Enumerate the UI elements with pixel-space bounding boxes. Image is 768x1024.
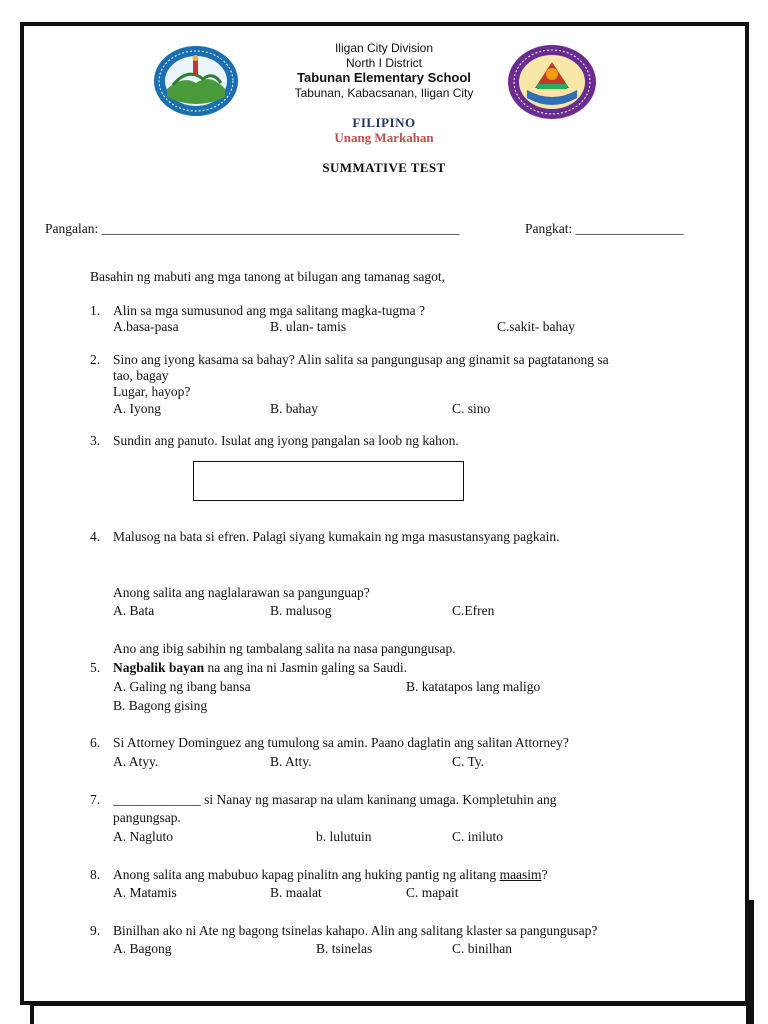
choice[interactable]: B. ulan- tamis xyxy=(270,319,347,334)
test-title: SUMMATIVE TEST xyxy=(322,160,446,175)
choice[interactable]: b. lulutuin xyxy=(316,829,372,844)
choice[interactable]: B. tsinelas xyxy=(316,941,373,956)
choice[interactable]: B. katatapos lang maligo xyxy=(406,679,541,694)
page-edge-left xyxy=(30,1002,34,1024)
choice[interactable]: C. sino xyxy=(452,401,491,416)
division-seal-icon xyxy=(507,44,597,120)
question-number: 1. xyxy=(90,303,101,318)
question-text: Binilhan ako ni Ate ng bagong tsinelas kahapo. Alin ang salitang klaster sa pangungusap? xyxy=(113,923,598,938)
question-text: Anong salita ang naglalarawan sa pangunguap? xyxy=(113,585,370,600)
page-edge-bottom xyxy=(30,1002,754,1006)
question-text xyxy=(113,660,407,676)
instructions: Basahin ng mabuti ang mga tanong at bilugan ang tamanag sagot, xyxy=(90,269,446,284)
choice[interactable]: A. Bagong xyxy=(113,941,172,956)
question-text: Lugar, hayop? xyxy=(113,384,191,399)
choice[interactable]: C. mapait xyxy=(406,885,459,900)
question-text: Alin sa mga sumusunod ang mga salitang magka-tugma ? xyxy=(113,303,425,318)
question-text: Sino ang iyong kasama sa bahay? Alin salita sa pangungusap ang ginamit sa pagtatanong sa xyxy=(113,352,609,367)
choice[interactable]: C.Efren xyxy=(452,603,495,618)
question-number: 3. xyxy=(90,433,101,448)
subject-title: FILIPINO xyxy=(352,115,416,130)
choice[interactable]: A. Nagluto xyxy=(113,829,173,844)
question-number: 2. xyxy=(90,352,101,367)
question-number: 7. xyxy=(90,792,101,807)
question-number: 6. xyxy=(90,735,101,750)
question-text-rest: na ang ina ni Jasmin galing sa Saudi. xyxy=(204,660,408,675)
choice[interactable]: B. malusog xyxy=(270,603,332,618)
division-name: Iligan City Division xyxy=(334,41,434,55)
choice[interactable]: B. Atty. xyxy=(270,754,312,769)
question-number: 8. xyxy=(90,867,101,882)
question-text: Si Attorney Dominguez ang tumulong sa amin. Paano daglatin ang salitan Attorney? xyxy=(113,735,569,750)
school-seal-icon xyxy=(153,45,239,117)
name-answer-box[interactable] xyxy=(193,461,464,501)
school-address: Tabunan, Kabacsanan, Iligan City xyxy=(294,86,474,100)
choice[interactable]: B. maalat xyxy=(270,885,322,900)
district-name: North I District xyxy=(345,56,423,70)
choice[interactable]: C.sakit- bahay xyxy=(497,319,575,334)
choice[interactable]: B. bahay xyxy=(270,401,318,416)
choice[interactable]: A. Atyy. xyxy=(113,754,159,769)
choice[interactable]: A. Matamis xyxy=(113,885,177,900)
section-field[interactable]: Pangkat: ________________ xyxy=(525,221,684,236)
bold-term: Nagbalik bayan xyxy=(113,660,205,675)
question-text-pre: Anong salita ang mabubuo kapag pinalitn ang huking pantig ng alitang xyxy=(113,867,500,882)
choice[interactable]: C. iniluto xyxy=(452,829,504,844)
quarter-title: Unang Markahan xyxy=(334,130,434,145)
question-prompt: Ano ang ibig sabihin ng tambalang salita na nasa pangungusap. xyxy=(113,641,456,656)
choice[interactable]: A. Bata xyxy=(113,603,155,618)
question-text: pangungsap. xyxy=(113,810,181,825)
question-number: 5. xyxy=(90,660,101,675)
question-text-post: ? xyxy=(541,867,548,882)
choice[interactable]: C. Ty. xyxy=(452,754,485,769)
question-text: Malusog na bata si efren. Palagi siyang kumakain ng mga masustansyang pagkain. xyxy=(113,529,560,544)
underlined-word: maasim xyxy=(499,867,542,882)
name-field[interactable]: Pangalan: _____________________________________________________ xyxy=(45,221,460,236)
question-text xyxy=(113,867,548,883)
choice[interactable]: C. binilhan xyxy=(452,941,512,956)
question-text: Sundin ang panuto. Isulat ang iyong pangalan sa loob ng kahon. xyxy=(113,433,459,448)
question-number: 4. xyxy=(90,529,101,544)
question-number: 9. xyxy=(90,923,101,938)
choice[interactable]: A. Iyong xyxy=(113,401,161,416)
question-text: tao, bagay xyxy=(113,368,169,383)
school-name: Tabunan Elementary School xyxy=(297,70,471,85)
question-text: _____________ si Nanay ng masarap na ulam kaninang umaga. Kompletuhin ang xyxy=(113,792,557,807)
choice[interactable]: A. Galing ng ibang bansa xyxy=(113,679,251,694)
choice[interactable]: A.basa-pasa xyxy=(113,319,179,334)
choice[interactable]: B. Bagong gising xyxy=(113,698,208,713)
